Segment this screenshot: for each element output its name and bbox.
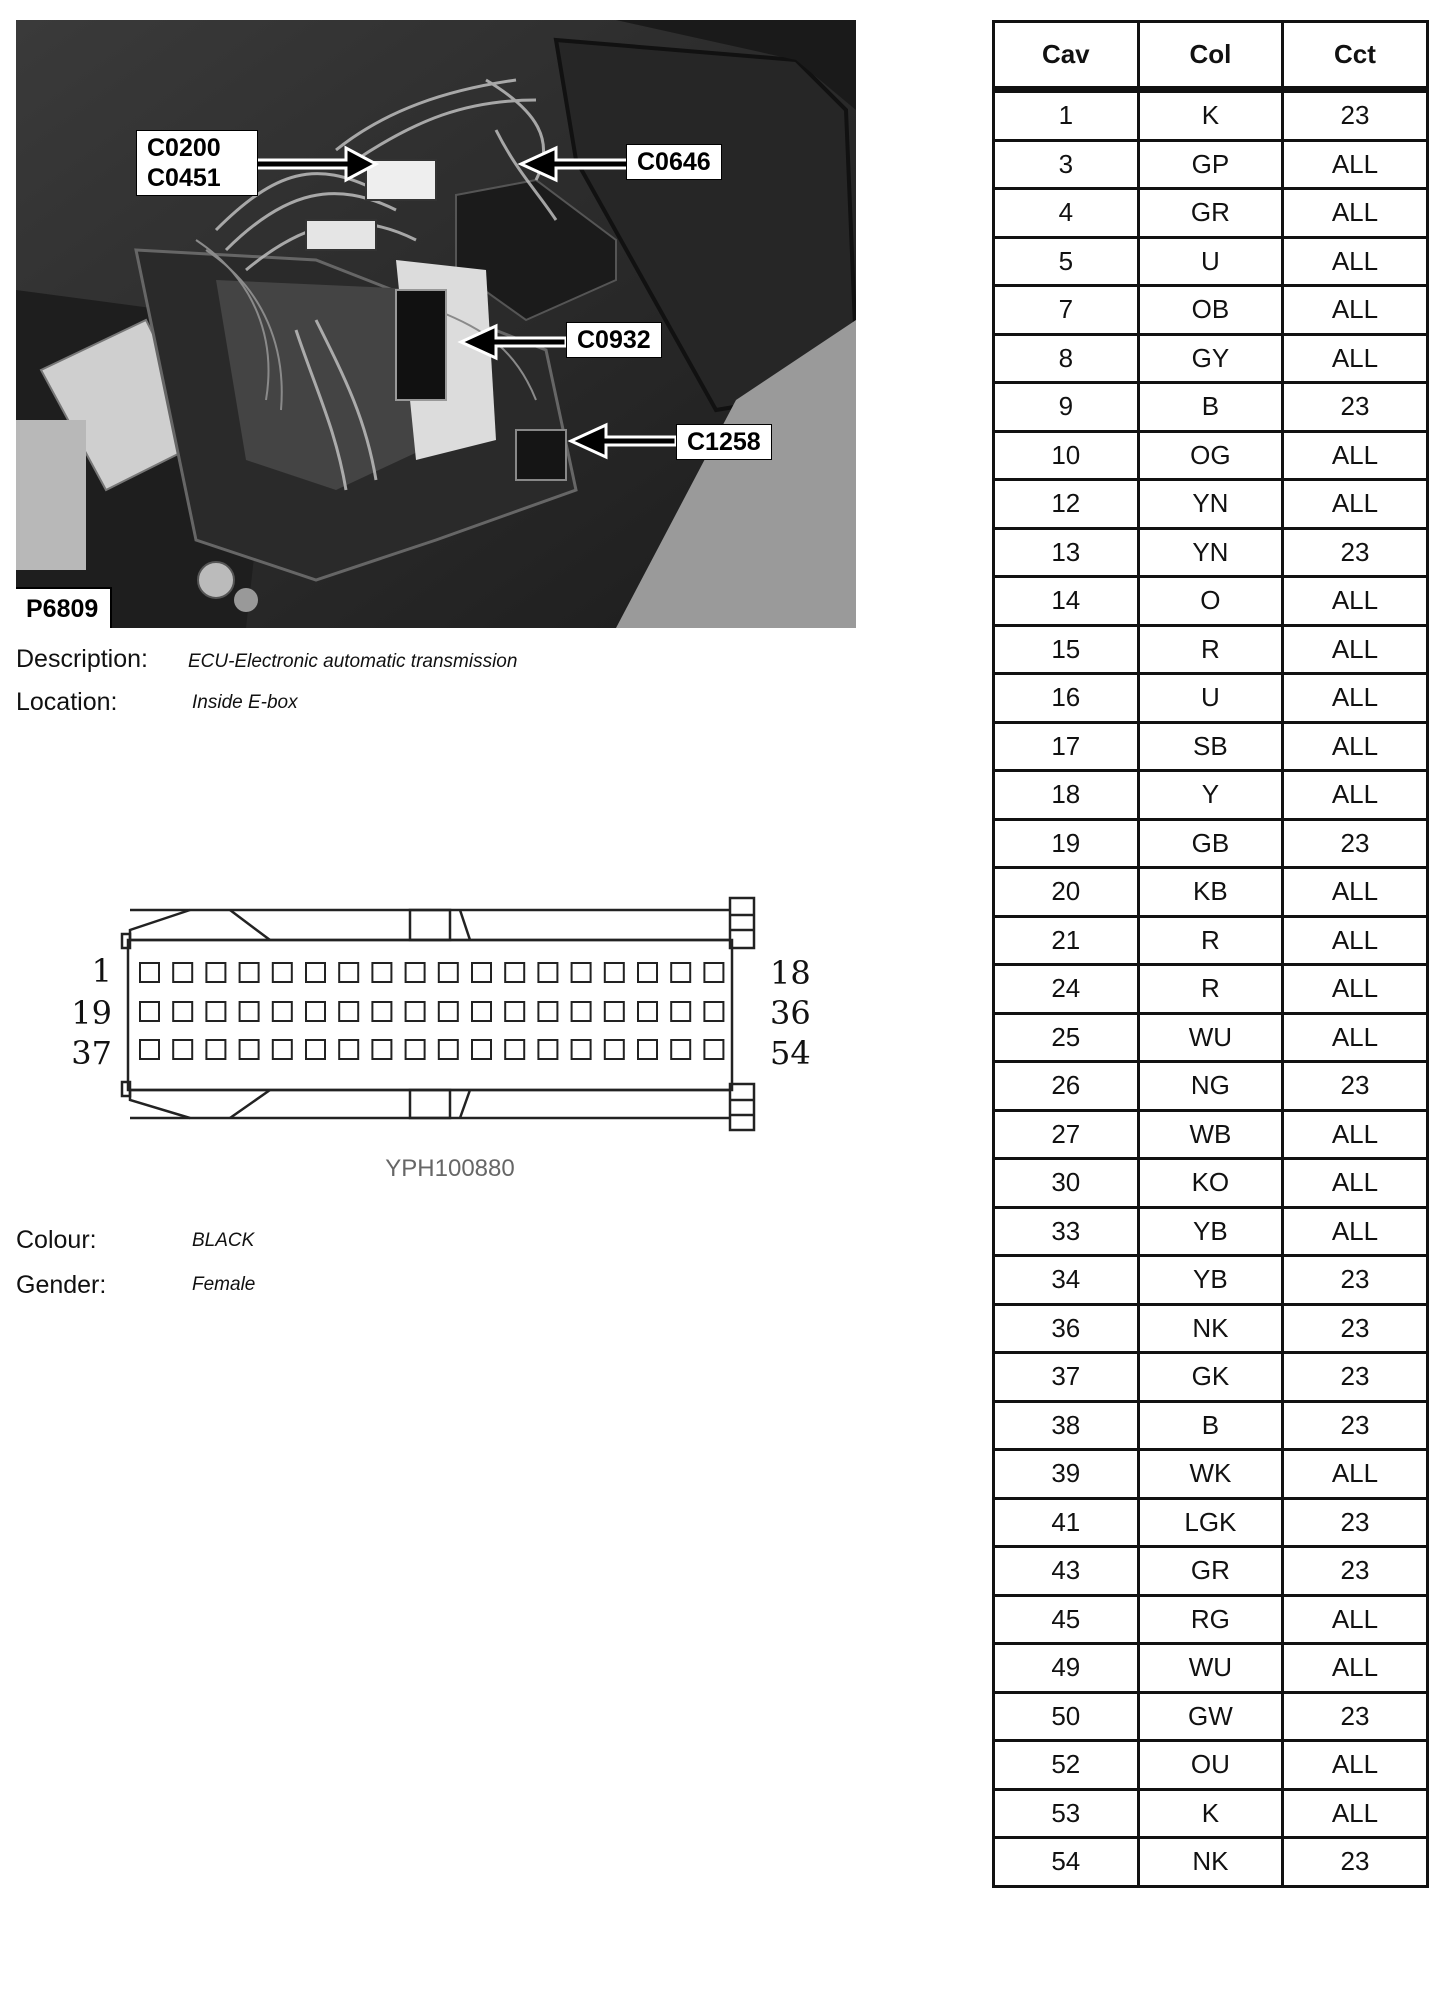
cavity-cell: 36 <box>994 1304 1139 1353</box>
pin-cavity <box>538 1002 557 1021</box>
table-row <box>994 480 1428 529</box>
wire-colour-cell: GB <box>1138 819 1283 868</box>
circuit-cell: ALL <box>1283 1159 1428 1208</box>
circuit-cell: 23 <box>1283 383 1428 432</box>
pin-cavity <box>572 1040 591 1059</box>
pin-cavity <box>671 1002 690 1021</box>
cavity-cell: 19 <box>994 819 1139 868</box>
connector-face-diagram <box>70 890 811 1150</box>
wire-colour-cell: OU <box>1138 1741 1283 1790</box>
circuit-cell: ALL <box>1283 189 1428 238</box>
wire-colour-cell: KO <box>1138 1159 1283 1208</box>
pin-cavity <box>605 1040 624 1059</box>
circuit-cell: ALL <box>1283 1644 1428 1693</box>
cavity-cell: 12 <box>994 480 1139 529</box>
wire-colour-cell: R <box>1138 916 1283 965</box>
pin-cavity <box>173 963 192 982</box>
pin-cavity <box>704 1002 723 1021</box>
wire-colour-cell: Y <box>1138 771 1283 820</box>
circuit-cell: 23 <box>1283 819 1428 868</box>
cavity-cell: 34 <box>994 1256 1139 1305</box>
row-end-label-54: 54 <box>770 1034 811 1072</box>
pin-cavity <box>273 963 292 982</box>
header-cavity: Cav <box>994 22 1139 90</box>
pin-cavity <box>671 963 690 982</box>
pin-cavity <box>439 1002 458 1021</box>
cavity-cell: 10 <box>994 431 1139 480</box>
circuit-cell: ALL <box>1283 1741 1428 1790</box>
location-label: Location: <box>16 688 118 716</box>
cavity-cell: 53 <box>994 1789 1139 1838</box>
circuit-cell: 23 <box>1283 1062 1428 1111</box>
photo-reference-code: P6809 <box>16 587 112 628</box>
table-row <box>994 1062 1428 1111</box>
circuit-cell: 23 <box>1283 1304 1428 1353</box>
table-row <box>994 1692 1428 1741</box>
table-row <box>994 1741 1428 1790</box>
cavity-cell: 49 <box>994 1644 1139 1693</box>
description-label: Description: <box>16 645 148 673</box>
pin-cavity <box>339 1040 358 1059</box>
pin-cavity <box>240 963 259 982</box>
pin-cavity <box>704 1040 723 1059</box>
table-row <box>994 819 1428 868</box>
table-row <box>994 674 1428 723</box>
circuit-cell: ALL <box>1283 140 1428 189</box>
wire-colour-cell: GY <box>1138 334 1283 383</box>
pin-cavity <box>173 1002 192 1021</box>
cavity-cell: 8 <box>994 334 1139 383</box>
pin-cavity <box>306 1002 325 1021</box>
pin-cavity <box>372 1040 391 1059</box>
circuit-cell: ALL <box>1283 286 1428 335</box>
circuit-cell: 23 <box>1283 1692 1428 1741</box>
cavity-cell: 26 <box>994 1062 1139 1111</box>
pin-cavity <box>572 1002 591 1021</box>
row-start-label-19: 19 <box>71 994 112 1032</box>
pin-cavity <box>572 963 591 982</box>
table-row <box>994 1353 1428 1402</box>
table-row <box>994 334 1428 383</box>
pin-cavity <box>173 1040 192 1059</box>
wire-colour-cell: O <box>1138 577 1283 626</box>
pin-cavity <box>472 963 491 982</box>
table-row <box>994 90 1428 141</box>
wire-colour-cell: GW <box>1138 1692 1283 1741</box>
diagram-reference-code: YPH100880 <box>385 1155 515 1182</box>
circuit-cell: ALL <box>1283 1207 1428 1256</box>
circuit-cell: 23 <box>1283 1838 1428 1887</box>
callout-label-c0932: C0932 <box>566 322 662 358</box>
circuit-cell: 23 <box>1283 1547 1428 1596</box>
cavity-cell: 5 <box>994 237 1139 286</box>
wire-colour-cell: YB <box>1138 1207 1283 1256</box>
table-row <box>994 1401 1428 1450</box>
cavity-cell: 45 <box>994 1595 1139 1644</box>
table-row <box>994 1789 1428 1838</box>
pin-cavity <box>638 1040 657 1059</box>
row-start-label-1: 1 <box>91 952 112 990</box>
cavity-cell: 21 <box>994 916 1139 965</box>
circuit-cell: ALL <box>1283 625 1428 674</box>
table-row <box>994 286 1428 335</box>
component-location-photo <box>16 20 856 628</box>
cavity-cell: 50 <box>994 1692 1139 1741</box>
pin-cavity <box>406 1040 425 1059</box>
pin-cavity <box>372 963 391 982</box>
circuit-cell: 23 <box>1283 1256 1428 1305</box>
wire-colour-cell: SB <box>1138 722 1283 771</box>
pin-cavity <box>372 1002 391 1021</box>
pin-cavity <box>638 1002 657 1021</box>
pin-cavity <box>240 1002 259 1021</box>
circuit-cell: 23 <box>1283 90 1428 141</box>
pin-cavity <box>704 963 723 982</box>
wire-colour-cell: B <box>1138 1401 1283 1450</box>
circuit-cell: ALL <box>1283 1013 1428 1062</box>
callout-label-c0451: C0451 <box>147 164 221 192</box>
pin-cavity <box>638 963 657 982</box>
table-row <box>994 868 1428 917</box>
pin-cavity <box>240 1040 259 1059</box>
cavity-cell: 41 <box>994 1498 1139 1547</box>
table-row <box>994 383 1428 432</box>
circuit-cell: ALL <box>1283 480 1428 529</box>
cavity-cell: 16 <box>994 674 1139 723</box>
cavity-cell: 3 <box>994 140 1139 189</box>
pin-cavity <box>406 963 425 982</box>
cavity-cell: 33 <box>994 1207 1139 1256</box>
callout-label-c0200: C0200 <box>147 134 221 162</box>
circuit-cell: ALL <box>1283 674 1428 723</box>
pin-cavity <box>439 963 458 982</box>
pinout-table-body <box>994 90 1428 1887</box>
table-row <box>994 1304 1428 1353</box>
cavity-cell: 15 <box>994 625 1139 674</box>
cavity-cell: 25 <box>994 1013 1139 1062</box>
pin-cavity <box>538 1040 557 1059</box>
wire-colour-cell: WB <box>1138 1110 1283 1159</box>
table-row <box>994 1595 1428 1644</box>
pin-cavity <box>605 1002 624 1021</box>
cavity-cell: 17 <box>994 722 1139 771</box>
wire-colour-cell: WU <box>1138 1644 1283 1693</box>
pin-cavity <box>505 1002 524 1021</box>
circuit-cell: ALL <box>1283 334 1428 383</box>
callout-c0200-c0451 <box>136 130 258 196</box>
wire-colour-cell: R <box>1138 965 1283 1014</box>
pin-cavity <box>206 1002 225 1021</box>
connector-outline <box>70 890 790 1150</box>
pin-cavity <box>505 963 524 982</box>
cavity-cell: 43 <box>994 1547 1139 1596</box>
table-row <box>994 1207 1428 1256</box>
wire-colour-cell: R <box>1138 625 1283 674</box>
circuit-cell: 23 <box>1283 1401 1428 1450</box>
pin-cavity <box>339 963 358 982</box>
wire-colour-cell: U <box>1138 237 1283 286</box>
cavity-cell: 30 <box>994 1159 1139 1208</box>
cavity-cell: 39 <box>994 1450 1139 1499</box>
circuit-cell: 23 <box>1283 528 1428 577</box>
wire-colour-cell: B <box>1138 383 1283 432</box>
circuit-cell: ALL <box>1283 1110 1428 1159</box>
cavity-cell: 14 <box>994 577 1139 626</box>
pin-cavity <box>538 963 557 982</box>
wire-colour-cell: NG <box>1138 1062 1283 1111</box>
wire-colour-cell: OB <box>1138 286 1283 335</box>
header-colour: Col <box>1138 22 1283 90</box>
location-value: Inside E-box <box>192 692 298 713</box>
cavity-cell: 13 <box>994 528 1139 577</box>
pin-cavity <box>306 1040 325 1059</box>
cavity-cell: 7 <box>994 286 1139 335</box>
wire-colour-cell: K <box>1138 90 1283 141</box>
table-row <box>994 1838 1428 1887</box>
wire-colour-cell: YN <box>1138 528 1283 577</box>
table-row <box>994 431 1428 480</box>
wire-colour-cell: RG <box>1138 1595 1283 1644</box>
gender-label: Gender: <box>16 1271 107 1299</box>
circuit-cell: ALL <box>1283 1450 1428 1499</box>
callout-label-c1258: C1258 <box>676 424 772 460</box>
wire-colour-cell: NK <box>1138 1304 1283 1353</box>
pin-cavity <box>472 1040 491 1059</box>
row-start-label-37: 37 <box>71 1034 112 1072</box>
circuit-cell: ALL <box>1283 1595 1428 1644</box>
cavity-cell: 18 <box>994 771 1139 820</box>
circuit-cell: ALL <box>1283 868 1428 917</box>
table-row <box>994 1256 1428 1305</box>
wire-colour-cell: KB <box>1138 868 1283 917</box>
cavity-cell: 4 <box>994 189 1139 238</box>
pin-grid <box>140 963 723 1059</box>
gender-value: Female <box>192 1274 256 1295</box>
cavity-cell: 37 <box>994 1353 1139 1402</box>
wire-colour-cell: LGK <box>1138 1498 1283 1547</box>
circuit-cell: 23 <box>1283 1353 1428 1402</box>
table-row <box>994 1547 1428 1596</box>
pin-cavity <box>339 1002 358 1021</box>
table-row <box>994 577 1428 626</box>
wire-colour-cell: OG <box>1138 431 1283 480</box>
circuit-cell: ALL <box>1283 577 1428 626</box>
cavity-cell: 27 <box>994 1110 1139 1159</box>
wire-colour-cell: GP <box>1138 140 1283 189</box>
colour-label: Colour: <box>16 1226 97 1254</box>
table-row <box>994 1450 1428 1499</box>
circuit-cell: ALL <box>1283 916 1428 965</box>
pin-cavity <box>306 963 325 982</box>
pin-cavity <box>273 1040 292 1059</box>
table-row <box>994 528 1428 577</box>
wire-colour-cell: GR <box>1138 1547 1283 1596</box>
pin-cavity <box>671 1040 690 1059</box>
wire-colour-cell: WU <box>1138 1013 1283 1062</box>
table-row <box>994 140 1428 189</box>
pin-cavity <box>472 1002 491 1021</box>
wire-colour-cell: WK <box>1138 1450 1283 1499</box>
cavity-cell: 52 <box>994 1741 1139 1790</box>
cavity-cell: 24 <box>994 965 1139 1014</box>
pin-cavity <box>605 963 624 982</box>
pin-cavity <box>406 1002 425 1021</box>
pin-cavity <box>273 1002 292 1021</box>
circuit-cell: ALL <box>1283 771 1428 820</box>
table-row <box>994 916 1428 965</box>
circuit-cell: ALL <box>1283 237 1428 286</box>
table-row <box>994 189 1428 238</box>
engine-bay-photo <box>16 20 856 628</box>
header-circuit: Cct <box>1283 22 1428 90</box>
circuit-cell: 23 <box>1283 1498 1428 1547</box>
circuit-cell: ALL <box>1283 431 1428 480</box>
wire-colour-cell: YB <box>1138 1256 1283 1305</box>
table-row <box>994 1644 1428 1693</box>
circuit-cell: ALL <box>1283 722 1428 771</box>
wire-colour-cell: K <box>1138 1789 1283 1838</box>
colour-value: BLACK <box>192 1230 255 1251</box>
wire-colour-cell: YN <box>1138 480 1283 529</box>
wire-colour-cell: NK <box>1138 1838 1283 1887</box>
cavity-cell: 20 <box>994 868 1139 917</box>
table-row <box>994 965 1428 1014</box>
pin-cavity <box>140 1040 159 1059</box>
table-row <box>994 1013 1428 1062</box>
pin-cavity <box>140 963 159 982</box>
cavity-cell: 38 <box>994 1401 1139 1450</box>
pin-cavity <box>439 1040 458 1059</box>
row-end-label-36: 36 <box>770 994 811 1032</box>
wire-colour-cell: GK <box>1138 1353 1283 1402</box>
wire-colour-cell: U <box>1138 674 1283 723</box>
table-row <box>994 625 1428 674</box>
table-row <box>994 722 1428 771</box>
pinout-table <box>992 20 1429 1888</box>
cavity-cell: 9 <box>994 383 1139 432</box>
table-row <box>994 237 1428 286</box>
row-end-label-18: 18 <box>770 954 811 992</box>
pin-cavity <box>206 963 225 982</box>
cavity-cell: 54 <box>994 1838 1139 1887</box>
description-value: ECU-Electronic automatic transmission <box>188 651 518 672</box>
cavity-cell: 1 <box>994 90 1139 141</box>
circuit-cell: ALL <box>1283 1789 1428 1838</box>
table-header-row <box>994 22 1428 90</box>
callout-label-c0646: C0646 <box>626 144 722 180</box>
wire-colour-cell: GR <box>1138 189 1283 238</box>
table-row <box>994 1110 1428 1159</box>
pin-cavity <box>140 1002 159 1021</box>
table-row <box>994 771 1428 820</box>
pin-cavity <box>505 1040 524 1059</box>
pin-cavity <box>206 1040 225 1059</box>
table-row <box>994 1498 1428 1547</box>
table-row <box>994 1159 1428 1208</box>
circuit-cell: ALL <box>1283 965 1428 1014</box>
